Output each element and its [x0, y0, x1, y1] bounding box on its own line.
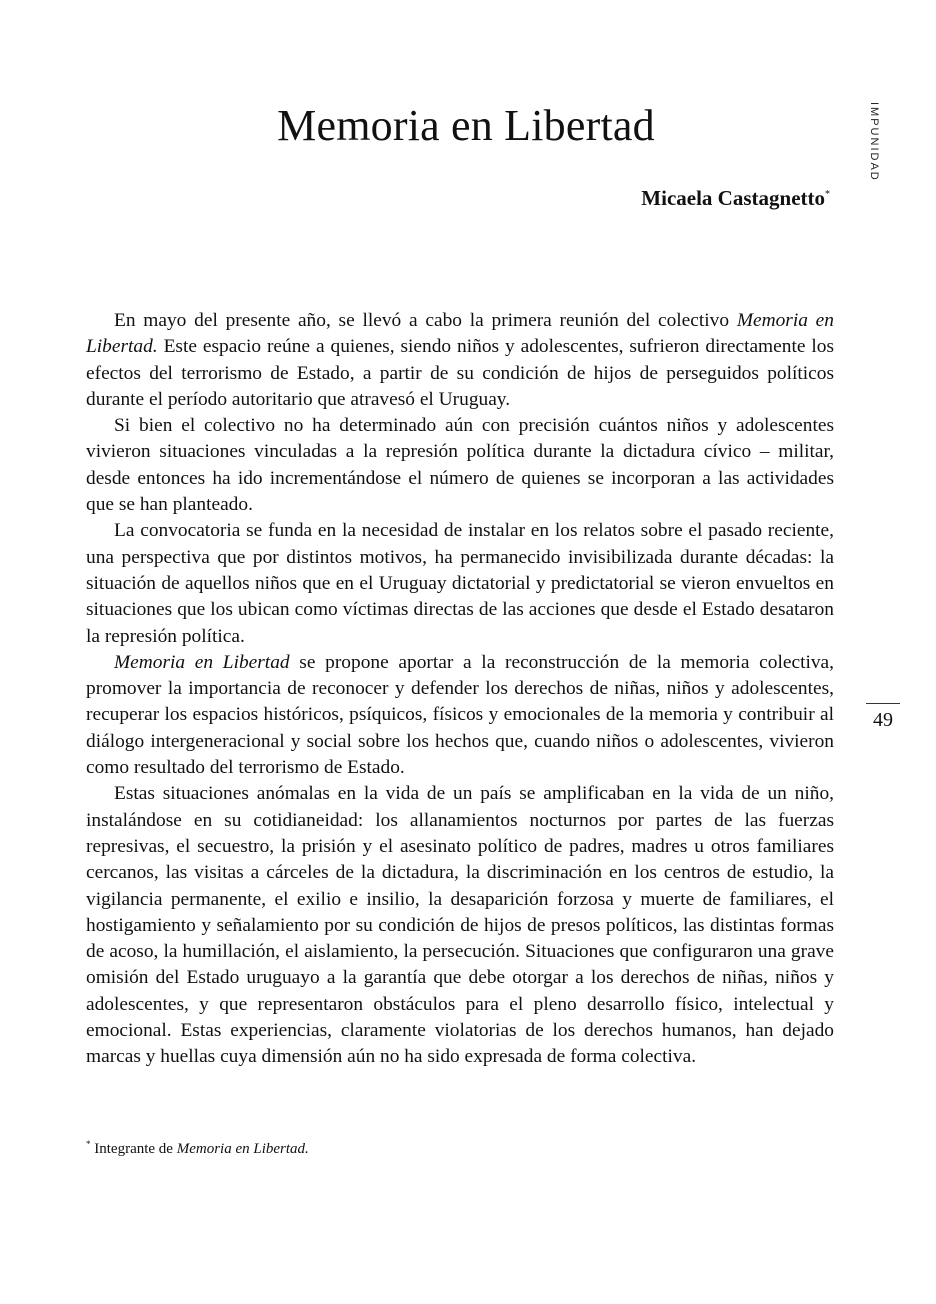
footnote [86, 1139, 309, 1158]
footnote-marker: * [825, 189, 830, 200]
paragraph-2: Si bien el colectivo no ha determinado aún con precisión cuántos niños y adolescentes vivieron situaciones vinculadas a la represión política durante la dictadura cívico – militar, desde entonces ha ido incrementándose el número de quienes se incorporan a las actividades que se han planteado. [86, 415, 834, 516]
footnote-text: Integrante de [90, 1141, 177, 1157]
page-number-rule [866, 703, 900, 704]
paragraph-3: La convocatoria se funda en la necesidad de instalar en los relatos sobre el pasado reciente, una perspectiva que por distintos motivos, ha permanecido invisibilizada durante décadas: la situación de aquellos niños que en el Uruguay dictatorial y predictatorial se vieron envueltos en situaciones que los ubican como víctimas directas de las acciones que desde el Estado desataron la represión política. [86, 520, 834, 647]
author-name [641, 186, 830, 211]
paragraph-4-italic: Memoria en Libertad [114, 651, 290, 673]
paragraph-4 [86, 650, 834, 781]
article-body [86, 308, 834, 1071]
paragraph-1-text-c: Este espacio reúne a quienes, siendo niños y adolescentes, sufrieron directamente los efectos del terrorismo de Estado, a partir de su condición de hijos de perseguidos políticos durante el período autoritario que atravesó el Uruguay. [86, 336, 834, 410]
page-number: 49 [873, 709, 893, 731]
footnote-mark: * [86, 1139, 91, 1149]
section-label: IMPUNIDAD [868, 102, 880, 182]
footnote-italic: Memoria en Libertad. [176, 1141, 309, 1157]
paragraph-5: Estas situaciones anómalas en la vida de un país se amplificaban en la vida de un niño, instalándose en su cotidianeidad: los allanamientos nocturnos por partes de las fuerzas represivas, el secuestro, la prisión y el asesinato político de padres, madres u otros familiares cercanos, las visitas a cárceles de la dictadura, la discriminación en los centros de estudio, la vigilancia permanente, el exilio e insilio, la desaparición forzosa y muerte de familiares, el hostigamiento y señalamiento por su condición de hijos de presos políticos, las distintas formas de acoso, la humillación, el aislamiento, la persecución. Situaciones que configuraron una grave omisión del Estado uruguayo a la garantía que debe otorgar a los derechos de niñas, niños y adolescentes, y que representaron obstáculos para el pleno desarrollo físico, intelectual y emocional. Estas experiencias, claramente violatorias de los derechos humanos, han dejado marcas y huellas cuya dimensión aún no ha sido expresada de forma colectiva. [86, 783, 834, 1068]
paragraph-1-italic: Memoria en Libertad. [86, 310, 834, 358]
paragraph-4-text: se propone aportar a la reconstrucción de la memoria colectiva, promover la importancia de reconocer y defender los derechos de niñas, niños y adolescentes, recuperar los espacios históricos, psíquicos, físicos y emocionales de la memoria y contribuir al diálogo intergeneracional y social sobre los hechos que, cuando niños o adolescentes, vivieron como resultado del terrorismo de Estado. [86, 651, 834, 779]
paragraph-1 [86, 308, 834, 413]
article-title: Memoria en Libertad [277, 101, 655, 150]
paragraph-1-text-a: En mayo del presente año, se llevó a cabo la primera reunión del colectivo [114, 310, 737, 331]
author-name-text: Micaela Castagnetto [641, 186, 825, 210]
